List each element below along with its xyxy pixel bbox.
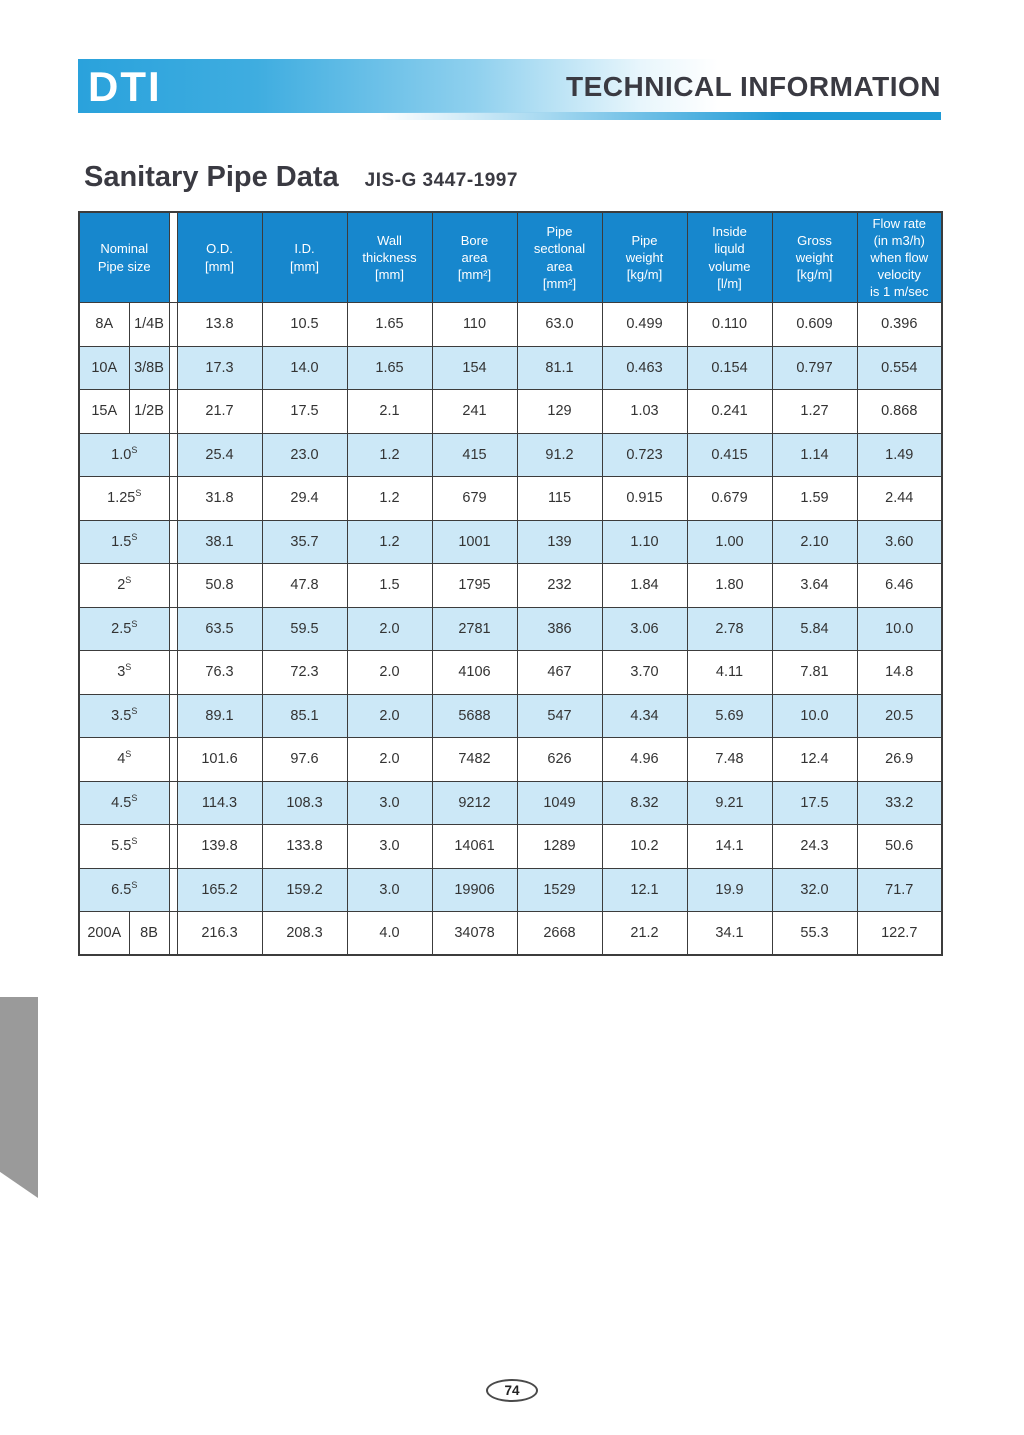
cell-value: 110: [432, 303, 517, 347]
cell-value: 35.7: [262, 520, 347, 564]
cell-value: 232: [517, 564, 602, 608]
cell-value: 20.5: [857, 694, 942, 738]
standard-reference: JIS-G 3447-1997: [364, 170, 518, 191]
cell-nominal-size: $3.5^S$: [79, 694, 169, 738]
cell-value: 101.6: [177, 738, 262, 782]
header-underline: [380, 112, 941, 120]
cell-value: 38.1: [177, 520, 262, 564]
cell-value: 386: [517, 607, 602, 651]
column-header: Pipe sectlonal area [mm²]: [517, 212, 602, 303]
column-divider: [169, 912, 177, 956]
cell-value: 6.46: [857, 564, 942, 608]
cell-value: 1.84: [602, 564, 687, 608]
cell-value: 0.110: [687, 303, 772, 347]
cell-value: 159.2: [262, 868, 347, 912]
cell-value: 165.2: [177, 868, 262, 912]
cell-value: 679: [432, 477, 517, 521]
cell-value: 7.81: [772, 651, 857, 695]
cell-value: 2.0: [347, 651, 432, 695]
cell-nominal-size: $1.0^S$: [79, 433, 169, 477]
table-row: [79, 346, 942, 390]
cell-value: 467: [517, 651, 602, 695]
cell-value: 139: [517, 520, 602, 564]
cell-nominal-size: $1.5^S$: [79, 520, 169, 564]
cell-value: 14.8: [857, 651, 942, 695]
cell-value: 47.8: [262, 564, 347, 608]
cell-value: 154: [432, 346, 517, 390]
table-row: [79, 694, 942, 738]
column-divider: [169, 564, 177, 608]
sanitary-pipe-data-table: [78, 211, 943, 956]
cell-value: 17.3: [177, 346, 262, 390]
cell-value: 5688: [432, 694, 517, 738]
cell-value: 50.6: [857, 825, 942, 869]
cell-value: 1.27: [772, 390, 857, 434]
cell-value: 139.8: [177, 825, 262, 869]
column-header: Gross weight [kg/m]: [772, 212, 857, 303]
cell-value: 2781: [432, 607, 517, 651]
cell-value: 24.3: [772, 825, 857, 869]
cell-value: 1.65: [347, 346, 432, 390]
cell-value: 10.0: [857, 607, 942, 651]
cell-value: 34078: [432, 912, 517, 956]
cell-value: 63.0: [517, 303, 602, 347]
column-divider: [169, 868, 177, 912]
cell-value: 3.0: [347, 868, 432, 912]
section-title-row: [84, 161, 518, 194]
table-row: [79, 390, 942, 434]
table-row: [79, 607, 942, 651]
cell-value: 13.8: [177, 303, 262, 347]
cell-nominal-size-a: 200A: [79, 912, 129, 956]
page-number: 74: [486, 1379, 538, 1402]
column-divider: [169, 477, 177, 521]
cell-value: 89.1: [177, 694, 262, 738]
cell-value: 0.415: [687, 433, 772, 477]
cell-value: 5.69: [687, 694, 772, 738]
column-header: Inside liquld volume [l/m]: [687, 212, 772, 303]
cell-value: 129: [517, 390, 602, 434]
cell-nominal-size-b: 8B: [129, 912, 169, 956]
column-divider: [169, 390, 177, 434]
cell-value: 415: [432, 433, 517, 477]
cell-value: 2.0: [347, 738, 432, 782]
cell-nominal-size-a: 8A: [79, 303, 129, 347]
cell-value: 9.21: [687, 781, 772, 825]
cell-nominal-size-b: 1/2B: [129, 390, 169, 434]
cell-value: 1.03: [602, 390, 687, 434]
cell-value: 0.554: [857, 346, 942, 390]
cell-value: 63.5: [177, 607, 262, 651]
cell-nominal-size: $4.5^S$: [79, 781, 169, 825]
table-row: [79, 738, 942, 782]
cell-value: 114.3: [177, 781, 262, 825]
cell-value: 1.59: [772, 477, 857, 521]
cell-value: 5.84: [772, 607, 857, 651]
cell-value: 76.3: [177, 651, 262, 695]
cell-nominal-size: $2.5^S$: [79, 607, 169, 651]
column-divider: [169, 520, 177, 564]
dti-logo: DTI: [88, 63, 162, 110]
cell-value: 19.9: [687, 868, 772, 912]
cell-value: 7482: [432, 738, 517, 782]
cell-value: 1.14: [772, 433, 857, 477]
cell-nominal-size: $5.5^S$: [79, 825, 169, 869]
column-divider: [169, 825, 177, 869]
cell-value: 208.3: [262, 912, 347, 956]
cell-value: 91.2: [517, 433, 602, 477]
cell-value: 32.0: [772, 868, 857, 912]
column-divider: [169, 651, 177, 695]
cell-value: 1795: [432, 564, 517, 608]
cell-nominal-size: $4^S$: [79, 738, 169, 782]
cell-value: 3.06: [602, 607, 687, 651]
cell-value: 8.32: [602, 781, 687, 825]
cell-value: 12.1: [602, 868, 687, 912]
cell-value: 108.3: [262, 781, 347, 825]
cell-value: 85.1: [262, 694, 347, 738]
cell-nominal-size-a: 10A: [79, 346, 129, 390]
cell-value: 2.78: [687, 607, 772, 651]
table-row: [79, 303, 942, 347]
column-header: Wall thickness [mm]: [347, 212, 432, 303]
column-header: Pipe weight [kg/m]: [602, 212, 687, 303]
column-header: I.D. [mm]: [262, 212, 347, 303]
table-header: [79, 212, 942, 303]
cell-value: 4106: [432, 651, 517, 695]
cell-value: 14.1: [687, 825, 772, 869]
cell-nominal-size-b: 3/8B: [129, 346, 169, 390]
cell-value: 25.4: [177, 433, 262, 477]
cell-value: 31.8: [177, 477, 262, 521]
column-divider: [169, 346, 177, 390]
cell-value: 26.9: [857, 738, 942, 782]
cell-value: 19906: [432, 868, 517, 912]
cell-value: 72.3: [262, 651, 347, 695]
cell-nominal-size: $3^S$: [79, 651, 169, 695]
cell-value: 4.11: [687, 651, 772, 695]
table-row: [79, 477, 942, 521]
cell-nominal-size-a: 15A: [79, 390, 129, 434]
cell-nominal-size-b: 1/4B: [129, 303, 169, 347]
table-row: [79, 912, 942, 956]
cell-value: 2.1: [347, 390, 432, 434]
table-row: [79, 825, 942, 869]
cell-value: 1529: [517, 868, 602, 912]
cell-value: 81.1: [517, 346, 602, 390]
cell-value: 0.609: [772, 303, 857, 347]
cell-value: 1.80: [687, 564, 772, 608]
cell-nominal-size: $2^S$: [79, 564, 169, 608]
cell-value: 3.64: [772, 564, 857, 608]
column-divider: [169, 738, 177, 782]
cell-value: 4.96: [602, 738, 687, 782]
table-header-row: [79, 212, 942, 303]
cell-value: 3.60: [857, 520, 942, 564]
table-row: [79, 651, 942, 695]
cell-value: 0.868: [857, 390, 942, 434]
cell-value: 0.463: [602, 346, 687, 390]
cell-value: 29.4: [262, 477, 347, 521]
cell-value: 2668: [517, 912, 602, 956]
cell-nominal-size: $6.5^S$: [79, 868, 169, 912]
cell-value: 10.2: [602, 825, 687, 869]
cell-value: 547: [517, 694, 602, 738]
cell-value: 14061: [432, 825, 517, 869]
column-divider: [169, 607, 177, 651]
cell-value: 241: [432, 390, 517, 434]
column-divider: [169, 433, 177, 477]
cell-value: 1.49: [857, 433, 942, 477]
cell-value: 3.70: [602, 651, 687, 695]
cell-value: 10.5: [262, 303, 347, 347]
cell-value: 626: [517, 738, 602, 782]
cell-value: 1049: [517, 781, 602, 825]
table-row: [79, 564, 942, 608]
cell-value: 1.5: [347, 564, 432, 608]
cell-value: 1.10: [602, 520, 687, 564]
cell-value: 59.5: [262, 607, 347, 651]
cell-value: 1.2: [347, 520, 432, 564]
cell-value: 17.5: [262, 390, 347, 434]
cell-value: 216.3: [177, 912, 262, 956]
cell-value: 14.0: [262, 346, 347, 390]
cell-value: 12.4: [772, 738, 857, 782]
cell-value: 0.241: [687, 390, 772, 434]
cell-value: 1.00: [687, 520, 772, 564]
cell-value: 21.7: [177, 390, 262, 434]
cell-value: 122.7: [857, 912, 942, 956]
technical-information-heading: TECHNICAL INFORMATION: [566, 71, 941, 102]
page-title: Sanitary Pipe Data: [84, 161, 339, 193]
cell-value: 0.797: [772, 346, 857, 390]
table-row: [79, 433, 942, 477]
cell-value: 21.2: [602, 912, 687, 956]
cell-value: 0.154: [687, 346, 772, 390]
column-header: Flow rate (in m3/h) when flow velocity is 1 m/sec: [857, 212, 942, 303]
cell-value: 1.2: [347, 477, 432, 521]
column-divider: [169, 212, 177, 303]
cell-value: 9212: [432, 781, 517, 825]
cell-value: 0.396: [857, 303, 942, 347]
cell-value: 2.44: [857, 477, 942, 521]
table-row: [79, 520, 942, 564]
cell-value: 0.679: [687, 477, 772, 521]
cell-value: 0.723: [602, 433, 687, 477]
side-index-tab: [0, 997, 38, 1198]
table-body: [79, 303, 942, 956]
cell-value: 71.7: [857, 868, 942, 912]
cell-value: 55.3: [772, 912, 857, 956]
cell-value: 2.0: [347, 694, 432, 738]
cell-value: 2.10: [772, 520, 857, 564]
cell-value: 133.8: [262, 825, 347, 869]
cell-value: 97.6: [262, 738, 347, 782]
cell-value: 23.0: [262, 433, 347, 477]
cell-value: 17.5: [772, 781, 857, 825]
cell-value: 3.0: [347, 825, 432, 869]
cell-value: 1.65: [347, 303, 432, 347]
column-header: Nominal Pipe size: [79, 212, 169, 303]
cell-value: 7.48: [687, 738, 772, 782]
table-row: [79, 781, 942, 825]
table-row: [79, 868, 942, 912]
cell-nominal-size: $1.25^S$: [79, 477, 169, 521]
cell-value: 50.8: [177, 564, 262, 608]
column-divider: [169, 694, 177, 738]
column-divider: [169, 303, 177, 347]
cell-value: 3.0: [347, 781, 432, 825]
column-header: O.D. [mm]: [177, 212, 262, 303]
cell-value: 1289: [517, 825, 602, 869]
column-divider: [169, 781, 177, 825]
cell-value: 0.915: [602, 477, 687, 521]
cell-value: 4.0: [347, 912, 432, 956]
cell-value: 1001: [432, 520, 517, 564]
cell-value: 33.2: [857, 781, 942, 825]
cell-value: 2.0: [347, 607, 432, 651]
cell-value: 10.0: [772, 694, 857, 738]
cell-value: 4.34: [602, 694, 687, 738]
column-header: Bore area [mm²]: [432, 212, 517, 303]
cell-value: 34.1: [687, 912, 772, 956]
cell-value: 1.2: [347, 433, 432, 477]
cell-value: 115: [517, 477, 602, 521]
cell-value: 0.499: [602, 303, 687, 347]
